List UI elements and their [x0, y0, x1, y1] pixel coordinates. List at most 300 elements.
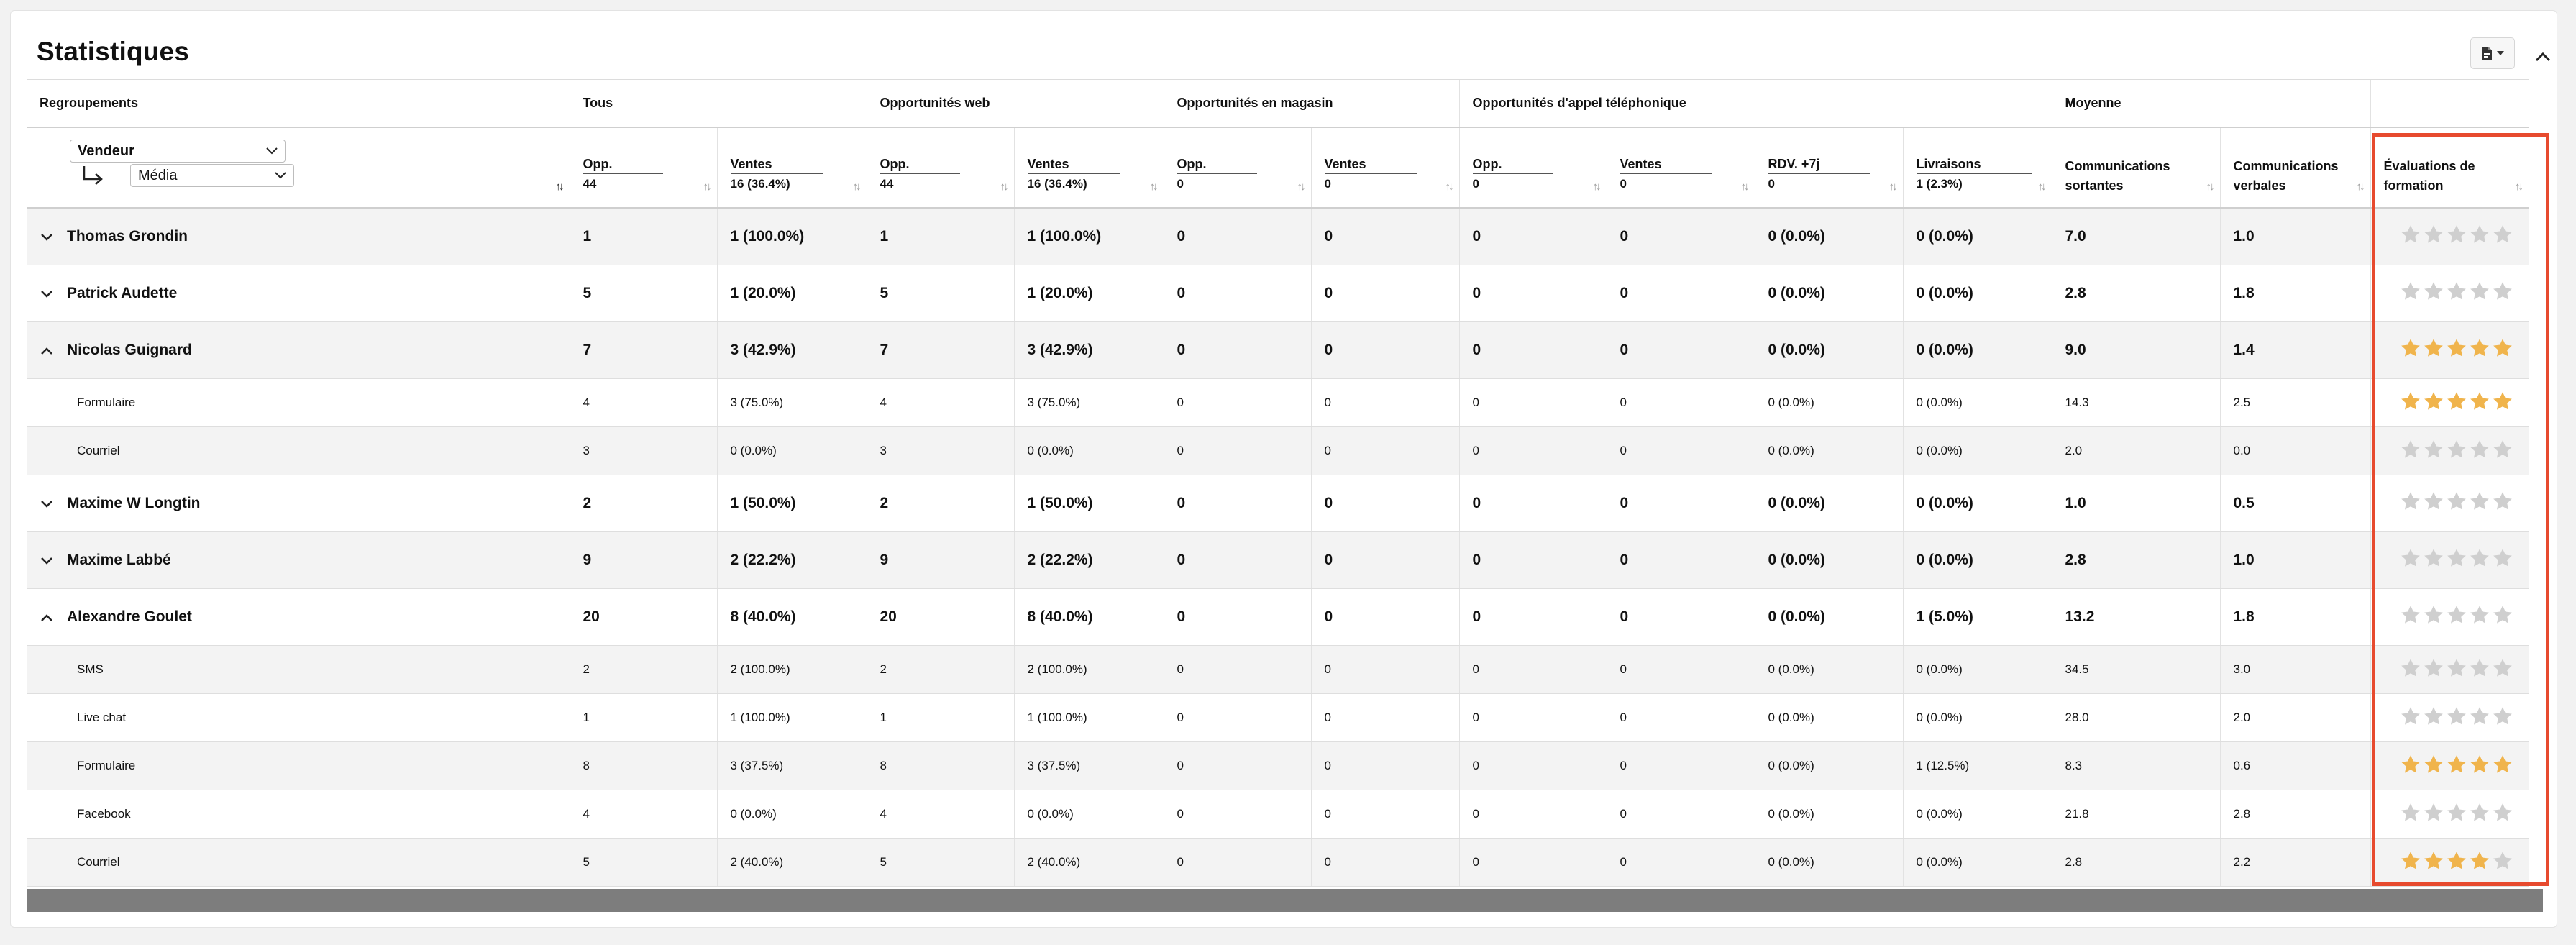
chevron-down-icon [41, 291, 52, 298]
star-icon [2469, 657, 2490, 679]
group-row [27, 208, 2529, 265]
table-cell: 0 [1607, 532, 1755, 589]
table-cell: 0 (0.0%) [1903, 265, 2052, 322]
table-cell: 1 [570, 208, 717, 265]
expand-toggle[interactable] [27, 286, 67, 301]
group-header [2370, 80, 2529, 128]
table-cell: 0 (0.0%) [1755, 532, 1903, 589]
rating-cell[interactable] [2370, 427, 2529, 475]
table-cell: 7.0 [2052, 208, 2220, 265]
star-icon [2469, 391, 2490, 412]
table-cell: 3 (42.9%) [1014, 322, 1164, 379]
table-cell: 1 [867, 208, 1014, 265]
group-header: Regroupements [27, 80, 570, 128]
row-name: Patrick Audette [67, 285, 178, 301]
table-cell: 0 (0.0%) [717, 427, 867, 475]
star-icon [2492, 224, 2513, 245]
star-icon [2492, 547, 2513, 569]
table-cell: 0 [1164, 208, 1311, 265]
star-icon [2423, 224, 2444, 245]
star-icon [2423, 604, 2444, 626]
table-cell: 2 (40.0%) [1014, 839, 1164, 887]
chevron-up-icon [41, 614, 52, 621]
column-header[interactable] [717, 127, 867, 208]
star-rating[interactable] [2400, 604, 2513, 626]
table-cell: 3.0 [2220, 646, 2370, 694]
star-icon [2400, 337, 2421, 359]
star-rating[interactable] [2400, 657, 2513, 679]
star-icon [2469, 754, 2490, 775]
table-cell: 4 [867, 379, 1014, 427]
rating-cell[interactable] [2370, 790, 2529, 839]
column-label: Opp. [880, 157, 960, 174]
rating-cell[interactable] [2370, 322, 2529, 379]
star-icon [2469, 490, 2490, 512]
group-header [1755, 80, 2052, 128]
table-cell: 1.8 [2220, 589, 2370, 646]
table-cell: 2.8 [2220, 790, 2370, 839]
sort-icon[interactable]: ↑↓ [1000, 181, 1007, 193]
collapse-panel-button[interactable] [2525, 41, 2561, 73]
table-cell: 4 [570, 790, 717, 839]
table-cell: 5 [570, 839, 717, 887]
table-cell: 4 [570, 379, 717, 427]
table-cell: 21.8 [2052, 790, 2220, 839]
column-total: 44 [583, 177, 597, 191]
table-cell: 0 [1607, 208, 1755, 265]
table-cell: 0 [1607, 265, 1755, 322]
star-icon [2446, 337, 2467, 359]
table-cell: 1 [570, 694, 717, 742]
star-icon [2469, 802, 2490, 823]
table-cell: 2.8 [2052, 839, 2220, 887]
star-icon [2400, 439, 2421, 460]
sub-row [27, 646, 2529, 694]
row-name: Courriel [77, 444, 120, 457]
table-cell: 0 (0.0%) [1903, 790, 2052, 839]
star-icon [2423, 439, 2444, 460]
sort-icon[interactable]: ↑↓ [2206, 181, 2213, 193]
rating-cell[interactable] [2370, 475, 2529, 532]
row-name: Maxime Labbé [67, 552, 171, 568]
star-icon [2446, 547, 2467, 569]
table-cell: 0 [1164, 532, 1311, 589]
star-rating[interactable] [2400, 754, 2513, 775]
table-cell: 5 [867, 265, 1014, 322]
table-cell: 1 (50.0%) [717, 475, 867, 532]
rating-cell[interactable] [2370, 532, 2529, 589]
group-header-row [27, 80, 2529, 128]
column-header[interactable] [2220, 127, 2370, 208]
table-cell: 0 [1607, 646, 1755, 694]
column-header[interactable] [867, 127, 1014, 208]
table-cell: 0.6 [2220, 742, 2370, 790]
star-icon [2423, 547, 2444, 569]
table-cell: 0 [1459, 694, 1607, 742]
table-cell: 1 (100.0%) [1014, 208, 1164, 265]
row-name: SMS [77, 662, 104, 676]
group-row [27, 532, 2529, 589]
sort-icon[interactable]: ↑↓ [1888, 181, 1896, 193]
table-footer-bar [27, 889, 2543, 912]
star-icon [2423, 337, 2444, 359]
table-cell: 8 (40.0%) [717, 589, 867, 646]
rating-cell[interactable] [2370, 265, 2529, 322]
row-name: Alexandre Goulet [67, 608, 192, 625]
sub-row [27, 427, 2529, 475]
chevron-down-icon [41, 501, 52, 508]
expand-toggle[interactable] [27, 553, 67, 568]
table-cell: 8 (40.0%) [1014, 589, 1164, 646]
file-export-icon [2481, 46, 2493, 60]
sort-icon[interactable]: ↑↓ [1592, 181, 1599, 193]
table-cell: 0 [1311, 532, 1459, 589]
row-name-cell [27, 839, 570, 887]
table-cell: 2 [570, 475, 717, 532]
table-cell: 7 [570, 322, 717, 379]
sort-icon[interactable]: ↑↓ [2037, 181, 2045, 193]
star-icon [2492, 657, 2513, 679]
table-cell: 2 [867, 475, 1014, 532]
star-rating[interactable] [2400, 706, 2513, 727]
column-total: 44 [880, 177, 894, 191]
star-icon [2400, 224, 2421, 245]
statistics-table [27, 79, 2529, 887]
sub-row [27, 790, 2529, 839]
expand-toggle[interactable] [27, 610, 67, 625]
row-name: Thomas Grondin [67, 228, 188, 245]
table-cell: 0 (0.0%) [1755, 475, 1903, 532]
table-cell: 13.2 [2052, 589, 2220, 646]
table-cell: 1.0 [2220, 532, 2370, 589]
table-cell: 0 [1607, 379, 1755, 427]
star-rating[interactable] [2400, 391, 2513, 412]
group-header: Opportunités web [867, 80, 1164, 128]
column-header[interactable] [1755, 127, 1903, 208]
star-icon [2469, 337, 2490, 359]
star-icon [2423, 706, 2444, 727]
star-icon [2400, 391, 2421, 412]
group-header: Opportunités d'appel téléphonique [1459, 80, 1755, 128]
column-header[interactable] [1903, 127, 2052, 208]
table-cell: 0 [1459, 646, 1607, 694]
table-cell: 0 [1311, 427, 1459, 475]
star-icon [2469, 850, 2490, 872]
star-icon [2400, 547, 2421, 569]
table-cell: 0 [1164, 379, 1311, 427]
table-cell: 0 [1311, 646, 1459, 694]
table-cell: 0 (0.0%) [1014, 790, 1164, 839]
star-rating[interactable] [2400, 439, 2513, 460]
page-title: Statistiques [37, 37, 190, 66]
star-icon [2423, 280, 2444, 302]
star-icon [2492, 754, 2513, 775]
star-icon [2469, 604, 2490, 626]
expand-toggle[interactable] [27, 229, 67, 245]
table-cell: 0 [1164, 694, 1311, 742]
table-cell: 0 [1164, 790, 1311, 839]
star-rating[interactable] [2400, 280, 2513, 302]
sort-icon[interactable]: ↑↓ [1149, 181, 1156, 193]
table-cell: 0 (0.0%) [1755, 208, 1903, 265]
table-cell: 0 [1311, 839, 1459, 887]
row-name-cell[interactable] [27, 532, 570, 589]
table-cell: 0 (0.0%) [1903, 379, 2052, 427]
row-name-cell[interactable] [27, 475, 570, 532]
sort-icon[interactable]: ↑↓ [1740, 181, 1748, 193]
table-cell: 1 (100.0%) [1014, 694, 1164, 742]
table-cell: 0 [1311, 589, 1459, 646]
table-cell: 0 (0.0%) [1903, 646, 2052, 694]
table-cell: 0 (0.0%) [1903, 208, 2052, 265]
column-header[interactable] [570, 127, 717, 208]
star-icon [2446, 490, 2467, 512]
row-name: Live chat [77, 711, 127, 724]
star-icon [2469, 280, 2490, 302]
column-label: Ventes [1325, 157, 1417, 174]
rating-cell[interactable] [2370, 839, 2529, 887]
table-cell: 0 [1311, 742, 1459, 790]
export-button[interactable] [2470, 37, 2515, 69]
column-header[interactable] [1311, 127, 1459, 208]
rating-cell[interactable] [2370, 379, 2529, 427]
table-cell: 0.0 [2220, 427, 2370, 475]
table-cell: 28.0 [2052, 694, 2220, 742]
table-cell: 3 (37.5%) [1014, 742, 1164, 790]
table-cell: 0 [1311, 475, 1459, 532]
table-cell: 1 (20.0%) [1014, 265, 1164, 322]
group-header: Moyenne [2052, 80, 2370, 128]
star-icon [2423, 391, 2444, 412]
grouping-primary-select[interactable] [70, 140, 286, 163]
star-icon [2400, 802, 2421, 823]
row-name-cell[interactable] [27, 322, 570, 379]
table-cell: 7 [867, 322, 1014, 379]
star-icon [2400, 490, 2421, 512]
column-header[interactable] [2370, 127, 2529, 208]
column-header[interactable] [1459, 127, 1607, 208]
table-cell: 3 [570, 427, 717, 475]
column-total: 1 (2.3%) [1916, 177, 1963, 191]
row-name-cell [27, 694, 570, 742]
sort-icon[interactable]: ↑↓ [2356, 181, 2363, 193]
table-cell: 1.8 [2220, 265, 2370, 322]
table-cell: 0 [1607, 839, 1755, 887]
column-label: Opp. [1177, 157, 1257, 174]
star-icon [2492, 439, 2513, 460]
column-label: Ventes [1620, 157, 1712, 174]
rating-cell[interactable] [2370, 589, 2529, 646]
table-cell: 0 (0.0%) [1755, 694, 1903, 742]
sub-row [27, 839, 2529, 887]
table-cell: 1.0 [2220, 208, 2370, 265]
star-rating[interactable] [2400, 224, 2513, 245]
star-icon [2469, 224, 2490, 245]
table-cell: 0 [1459, 742, 1607, 790]
table-cell: 0 [1311, 322, 1459, 379]
group-row [27, 589, 2529, 646]
row-name-cell [27, 427, 570, 475]
row-name-cell [27, 379, 570, 427]
expand-toggle[interactable] [27, 496, 67, 511]
star-icon [2492, 391, 2513, 412]
column-total: 0 [1768, 177, 1775, 191]
table-cell: 0 [1164, 322, 1311, 379]
star-icon [2423, 802, 2444, 823]
chevron-down-icon [41, 234, 52, 241]
table-cell: 0 [1311, 208, 1459, 265]
star-icon [2423, 490, 2444, 512]
star-icon [2446, 706, 2467, 727]
table-cell: 1.4 [2220, 322, 2370, 379]
star-icon [2492, 337, 2513, 359]
table-cell: 0 (0.0%) [1755, 379, 1903, 427]
table-cell: 1 (50.0%) [1014, 475, 1164, 532]
column-header[interactable] [1607, 127, 1755, 208]
table-cell: 0 (0.0%) [717, 790, 867, 839]
table-cell: 2.0 [2220, 694, 2370, 742]
star-icon [2446, 391, 2467, 412]
star-icon [2400, 850, 2421, 872]
star-icon [2400, 706, 2421, 727]
table-cell: 0 [1164, 589, 1311, 646]
sub-row [27, 694, 2529, 742]
column-total: 0 [1324, 177, 1331, 191]
sort-icon[interactable]: ↑↓ [703, 181, 710, 193]
star-icon [2446, 280, 2467, 302]
rating-cell[interactable] [2370, 208, 2529, 265]
rating-cell[interactable] [2370, 742, 2529, 790]
table-cell: 0 [1311, 265, 1459, 322]
star-icon [2423, 850, 2444, 872]
star-icon [2400, 280, 2421, 302]
table-cell: 1 (20.0%) [717, 265, 867, 322]
table-cell: 0 [1164, 427, 1311, 475]
grouping-primary-value: Vendeur [78, 142, 134, 159]
expand-toggle[interactable] [27, 343, 67, 358]
star-icon [2446, 754, 2467, 775]
table-cell: 0 [1311, 379, 1459, 427]
column-total: 16 (36.4%) [1027, 177, 1087, 191]
table-cell: 0 (0.0%) [1903, 839, 2052, 887]
table-cell: 3 (75.0%) [717, 379, 867, 427]
grouping-secondary-value: Média [138, 167, 178, 183]
sort-icon[interactable]: ↑↓ [555, 181, 562, 193]
table-cell: 0 [1311, 694, 1459, 742]
table-cell: 0 (0.0%) [1903, 427, 2052, 475]
chevron-up-icon [41, 347, 52, 355]
table-cell: 0 [1607, 742, 1755, 790]
column-label: Ventes [731, 157, 823, 174]
column-label: Ventes [1028, 157, 1120, 174]
table-cell: 1 (5.0%) [1903, 589, 2052, 646]
row-name-cell [27, 742, 570, 790]
table-cell: 2 (40.0%) [717, 839, 867, 887]
table-cell: 3 (75.0%) [1014, 379, 1164, 427]
table-cell: 0 [1607, 694, 1755, 742]
row-name: Nicolas Guignard [67, 342, 192, 358]
table-cell: 1 (100.0%) [717, 208, 867, 265]
star-icon [2492, 280, 2513, 302]
star-rating[interactable] [2400, 802, 2513, 823]
table-cell: 8.3 [2052, 742, 2220, 790]
table-cell: 3 (42.9%) [717, 322, 867, 379]
table-cell: 0 (0.0%) [1903, 694, 2052, 742]
table-cell: 0 (0.0%) [1755, 427, 1903, 475]
table-cell: 0 [1164, 742, 1311, 790]
star-rating[interactable] [2400, 337, 2513, 359]
column-total: 0 [1620, 177, 1627, 191]
column-label: Livraisons [1917, 157, 2032, 174]
star-rating[interactable] [2400, 850, 2513, 872]
star-icon [2446, 604, 2467, 626]
star-icon [2492, 706, 2513, 727]
row-name-cell[interactable] [27, 589, 570, 646]
column-total: 0 [1472, 177, 1479, 191]
table-cell: 0 [1607, 427, 1755, 475]
table-cell: 5 [867, 839, 1014, 887]
group-header: Tous [570, 80, 867, 128]
rating-cell[interactable] [2370, 694, 2529, 742]
column-header[interactable] [1164, 127, 1311, 208]
row-name-cell [27, 646, 570, 694]
row-name-cell[interactable] [27, 208, 570, 265]
star-icon [2400, 657, 2421, 679]
table-cell: 0 (0.0%) [1755, 265, 1903, 322]
sort-icon[interactable]: ↑↓ [2515, 181, 2521, 193]
table-cell: 0 [1459, 839, 1607, 887]
sort-icon[interactable]: ↑↓ [1445, 181, 1452, 193]
table-cell: 0 (0.0%) [1755, 742, 1903, 790]
table-cell: 0 (0.0%) [1903, 532, 2052, 589]
column-label: Opp. [1473, 157, 1553, 174]
table-cell: 0.5 [2220, 475, 2370, 532]
rating-cell[interactable] [2370, 646, 2529, 694]
table-cell: 0 [1459, 322, 1607, 379]
table-cell: 0 (0.0%) [1755, 646, 1903, 694]
star-icon [2446, 850, 2467, 872]
column-label: Communications sortantes [2065, 159, 2170, 193]
grouping-secondary-select[interactable] [130, 164, 294, 187]
row-name: Facebook [77, 807, 131, 821]
table-cell: 0 [1459, 427, 1607, 475]
table-cell: 0 (0.0%) [1014, 427, 1164, 475]
star-icon [2446, 657, 2467, 679]
table-cell: 0 (0.0%) [1755, 589, 1903, 646]
column-header[interactable] [2052, 127, 2220, 208]
star-rating[interactable] [2400, 547, 2513, 569]
row-name-cell[interactable] [27, 265, 570, 322]
sort-icon[interactable]: ↑↓ [1297, 181, 1304, 193]
table-cell: 0 (0.0%) [1755, 839, 1903, 887]
sort-icon[interactable]: ↑↓ [852, 181, 859, 193]
table-cell: 1.0 [2052, 475, 2220, 532]
chevron-up-icon [2535, 52, 2551, 62]
column-header-row [27, 127, 2529, 208]
table-cell: 1 (100.0%) [717, 694, 867, 742]
table-cell: 3 [867, 427, 1014, 475]
table-cell: 8 [570, 742, 717, 790]
chevron-down-icon [275, 172, 286, 179]
star-icon [2492, 850, 2513, 872]
table-cell: 0 [1459, 532, 1607, 589]
table-cell: 0 [1164, 839, 1311, 887]
column-header[interactable] [1014, 127, 1164, 208]
turn-down-right-icon [80, 165, 109, 186]
star-rating[interactable] [2400, 490, 2513, 512]
row-name-cell [27, 790, 570, 839]
table-cell: 34.5 [2052, 646, 2220, 694]
